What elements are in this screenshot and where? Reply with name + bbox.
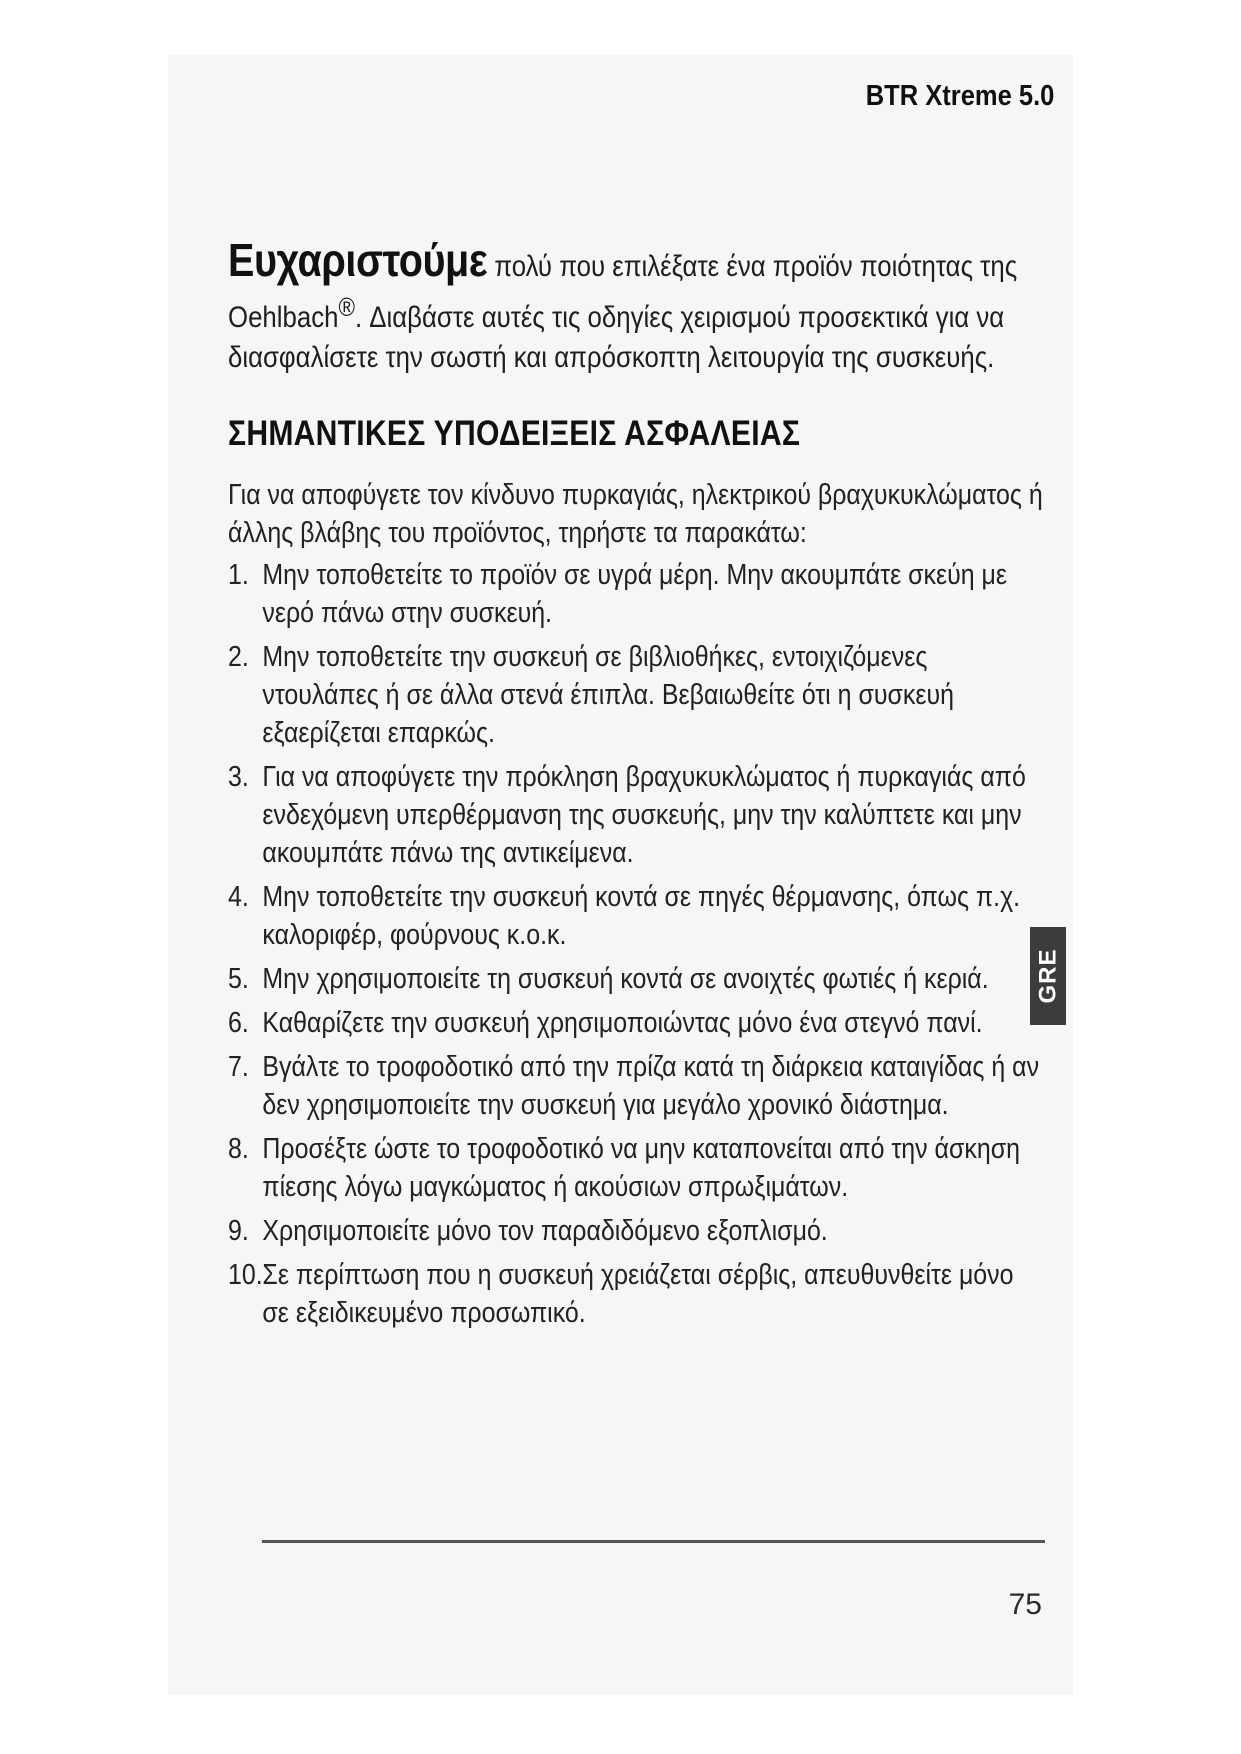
intro-text-part2: . Διαβάστε αυτές τις οδηγίες χειρισμού προσεκτικά για να διασφαλίσετε την σωστή και απρόσκοπτη λειτουργία της συσκευής. [228,301,1005,374]
item-number: 4. [228,881,249,913]
language-tab [1030,927,1066,1025]
item-number: 8. [228,1133,249,1165]
intro-text-part1: πολύ που επιλέξατε ένα προϊόν ποιότητας της Oehlbach [228,250,1018,334]
list-item [228,1048,1045,1124]
list-item [228,1130,1045,1206]
item-text: Μην τοποθετείτε την συσκευή κοντά σε πηγές θέρμανσης, όπως π.χ. καλοριφέρ, φούρνους κ.ο.κ. [262,881,1021,951]
safety-intro: Για να αποφύγετε τον κίνδυνο πυρκαγιάς, ηλεκτρικού βραχυκυκλώματος ή άλλης βλάβης του προϊόντος, τηρήστε τα παρακάτω: [228,479,1043,549]
item-number: 7. [228,1051,249,1083]
intro-paragraph [228,234,1045,378]
page-number: 75 [1008,1588,1042,1621]
list-item [228,960,1045,998]
safety-heading: ΣΗΜΑΝΤΙΚΕΣ ΥΠΟΔΕΙΞΕΙΣ ΑΣΦΑΛΕΙΑΣ [228,414,801,453]
item-number: 2. [228,641,249,673]
item-text: Μην τοποθετείτε την συσκευή σε βιβλιοθήκες, εντοιχιζόμενες ντουλάπες ή σε άλλα στενά έπιπλα. Βεβαιωθείτε ότι η συσκευή εξαερίζεται επαρκώς. [262,641,954,749]
item-number: 9. [228,1215,249,1247]
item-number: 5. [228,963,249,995]
item-text: Καθαρίζετε την συσκευή χρησιμοποιώντας μόνο ένα στεγνό πανί. [262,1007,983,1039]
item-text: Χρησιμοποιείτε μόνο τον παραδιδόμενο εξοπλισμό. [262,1215,828,1247]
list-item [228,878,1045,954]
item-text: Μην τοποθετείτε το προϊόν σε υγρά μέρη. Μην ακουμπάτε σκεύη με νερό πάνω στην συσκευή. [262,559,1008,629]
item-text: Βγάλτε το τροφοδοτικό από την πρίζα κατά τη διάρκεια καταιγίδας ή αν δεν χρησιμοποιείτε την συσκευή για μεγάλο χρονικό διάστημα. [262,1051,1040,1121]
intro-lead-word: Ευχαριστούμε [228,234,488,286]
list-item [228,1004,1045,1042]
footer-divider [262,1540,1045,1543]
item-text: Για να αποφύγετε την πρόκληση βραχυκυκλώματος ή πυρκαγιάς από ενδεχόμενη υπερθέρμανση της συσκευής, μην την καλύπτετε και μην ακουμπάτε πάνω της αντικείμενα. [262,761,1026,869]
item-number: 1. [228,559,249,591]
list-item [228,758,1045,872]
registered-mark: ® [338,292,355,322]
safety-list [228,556,1045,1332]
item-text: Μην χρησιμοποιείτε τη συσκευή κοντά σε ανοιχτές φωτιές ή κεριά. [262,963,989,995]
list-item [228,556,1045,632]
list-item [228,1256,1045,1332]
item-number: 6. [228,1007,249,1039]
item-number: 3. [228,761,249,793]
main-content [228,234,1045,1338]
document-title: BTR Xtreme 5.0 [865,80,1054,112]
list-item [228,1212,1045,1250]
item-text: Προσέξτε ώστε το τροφοδοτικό να μην καταπονείται από την άσκηση πίεσης λόγω μαγκώματος ή ακούσιων σπρωξιμάτων. [262,1133,1020,1203]
list-item [228,638,1045,752]
language-tab-label: GRE [1034,948,1062,1004]
item-number: 10. [228,1259,263,1291]
item-text: Σε περίπτωση που η συσκευή χρειάζεται σέρβις, απευθυνθείτε μόνο σε εξειδικευμένο προσωπικό. [262,1259,1014,1329]
